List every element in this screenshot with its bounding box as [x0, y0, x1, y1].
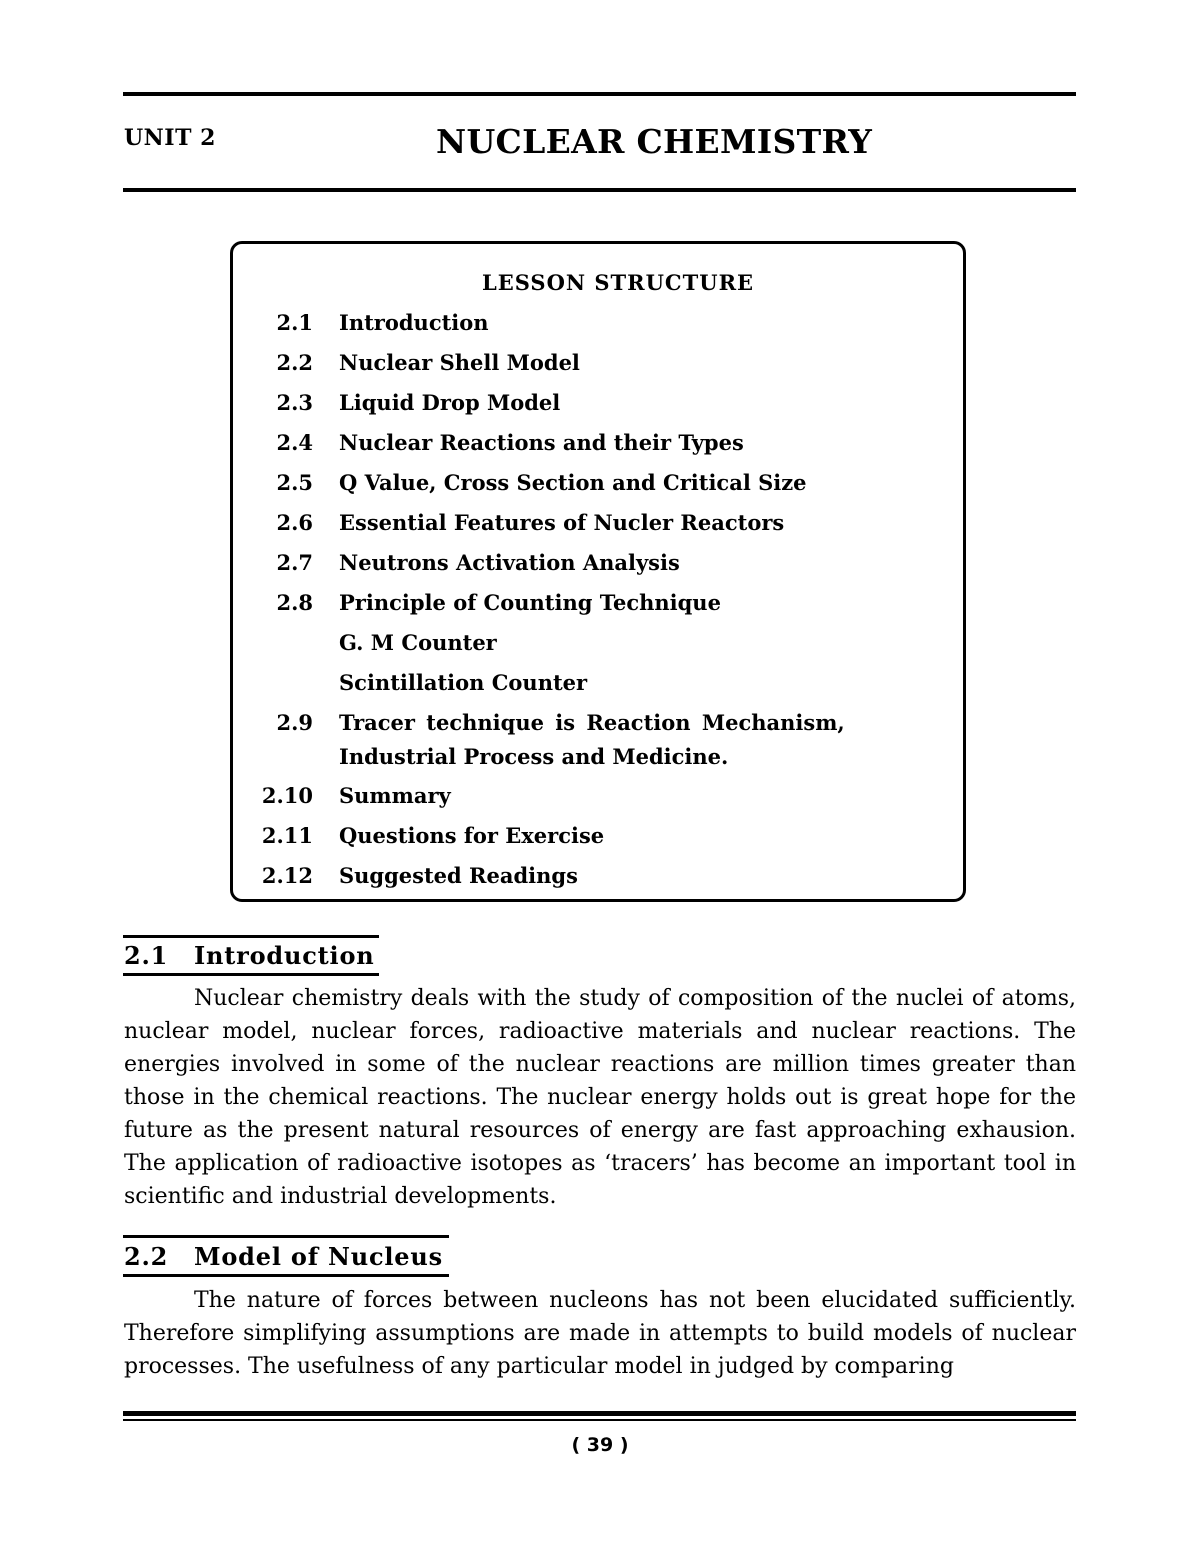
section-number: 2.2	[124, 1242, 169, 1271]
toc-item: Introduction	[339, 310, 489, 335]
section-number: 2.1	[124, 941, 169, 970]
toc-number: 2.3	[276, 390, 313, 415]
toc-item: Tracer technique is Reaction Mechanism,	[339, 710, 845, 735]
toc-number: 2.5	[276, 470, 313, 495]
toc-item: Q Value, Cross Section and Critical Size	[339, 470, 807, 495]
toc-item: Nuclear Shell Model	[339, 350, 580, 375]
section-heading-rule	[123, 935, 379, 938]
toc-item: Liquid Drop Model	[339, 390, 561, 415]
toc-item: Essential Features of Nucler Reactors	[339, 510, 785, 535]
toc-item: Principle of Counting Technique	[339, 590, 721, 615]
toc-number: 2.12	[261, 863, 313, 888]
toc-number: 2.9	[276, 710, 313, 735]
section-heading-rule	[123, 1235, 449, 1238]
toc-number: 2.1	[276, 310, 313, 335]
toc-number: 2.8	[276, 590, 313, 615]
toc-number: 2.6	[276, 510, 313, 535]
toc-item: Nuclear Reactions and their Types	[339, 430, 744, 455]
lesson-structure-box	[230, 241, 966, 902]
toc-number: 2.7	[276, 550, 313, 575]
toc-number: 2.11	[261, 823, 313, 848]
unit-title: NUCLEAR CHEMISTRY	[436, 122, 873, 161]
lesson-structure-title: LESSON STRUCTURE	[481, 270, 755, 295]
toc-number: 2.4	[276, 430, 313, 455]
section-title: Introduction	[194, 941, 375, 970]
header-bottom-rule	[123, 188, 1076, 192]
toc-item: Questions for Exercise	[339, 823, 605, 848]
paragraph-text: Nuclear chemistry deals with the study of composition of the nuclei of atoms, nuclear model, nuclear forces, radioactive materials and nuclear reactions. The energies involved in some of the nuclear reactions are million times greater than those in the chemical reactions. The nuclear energy holds out is great hope for the future as the present natural resources of energy are fast approaching exhausion. The application of radioactive isotopes as ‘tracers’ has become an important tool in scientific and industrial developments.	[124, 986, 1076, 1209]
toc-item: Suggested Readings	[339, 863, 578, 888]
section-heading-model-of-nucleus	[124, 1242, 443, 1271]
toc-number: 2.10	[261, 783, 313, 808]
unit-label: UNIT 2	[124, 125, 216, 151]
model-of-nucleus-paragraph	[124, 1284, 1076, 1383]
paragraph-text: The nature of forces between nucleons has not been elucidated sufficiently. Therefore simplifying assumptions are made in attempts to build models of nuclear processes. The usefulness of any particular model in judged by comparing	[124, 1288, 1076, 1379]
section-heading-introduction	[124, 941, 375, 970]
toc-item-continuation: Industrial Process and Medicine.	[339, 744, 729, 769]
footer-rule-thin	[123, 1419, 1076, 1421]
page-number: ( 39 )	[571, 1434, 629, 1456]
footer-rule-thick	[123, 1411, 1076, 1416]
section-heading-rule	[123, 973, 379, 976]
toc-number: 2.2	[276, 350, 313, 375]
header-top-rule	[123, 92, 1076, 96]
toc-item: Summary	[339, 783, 451, 808]
toc-item: Neutrons Activation Analysis	[339, 550, 680, 575]
toc-subitem: Scintillation Counter	[339, 670, 588, 695]
introduction-paragraph	[124, 982, 1076, 1213]
section-title: Model of Nucleus	[194, 1242, 443, 1271]
section-heading-rule	[123, 1274, 449, 1277]
toc-subitem: G. M Counter	[339, 630, 497, 655]
